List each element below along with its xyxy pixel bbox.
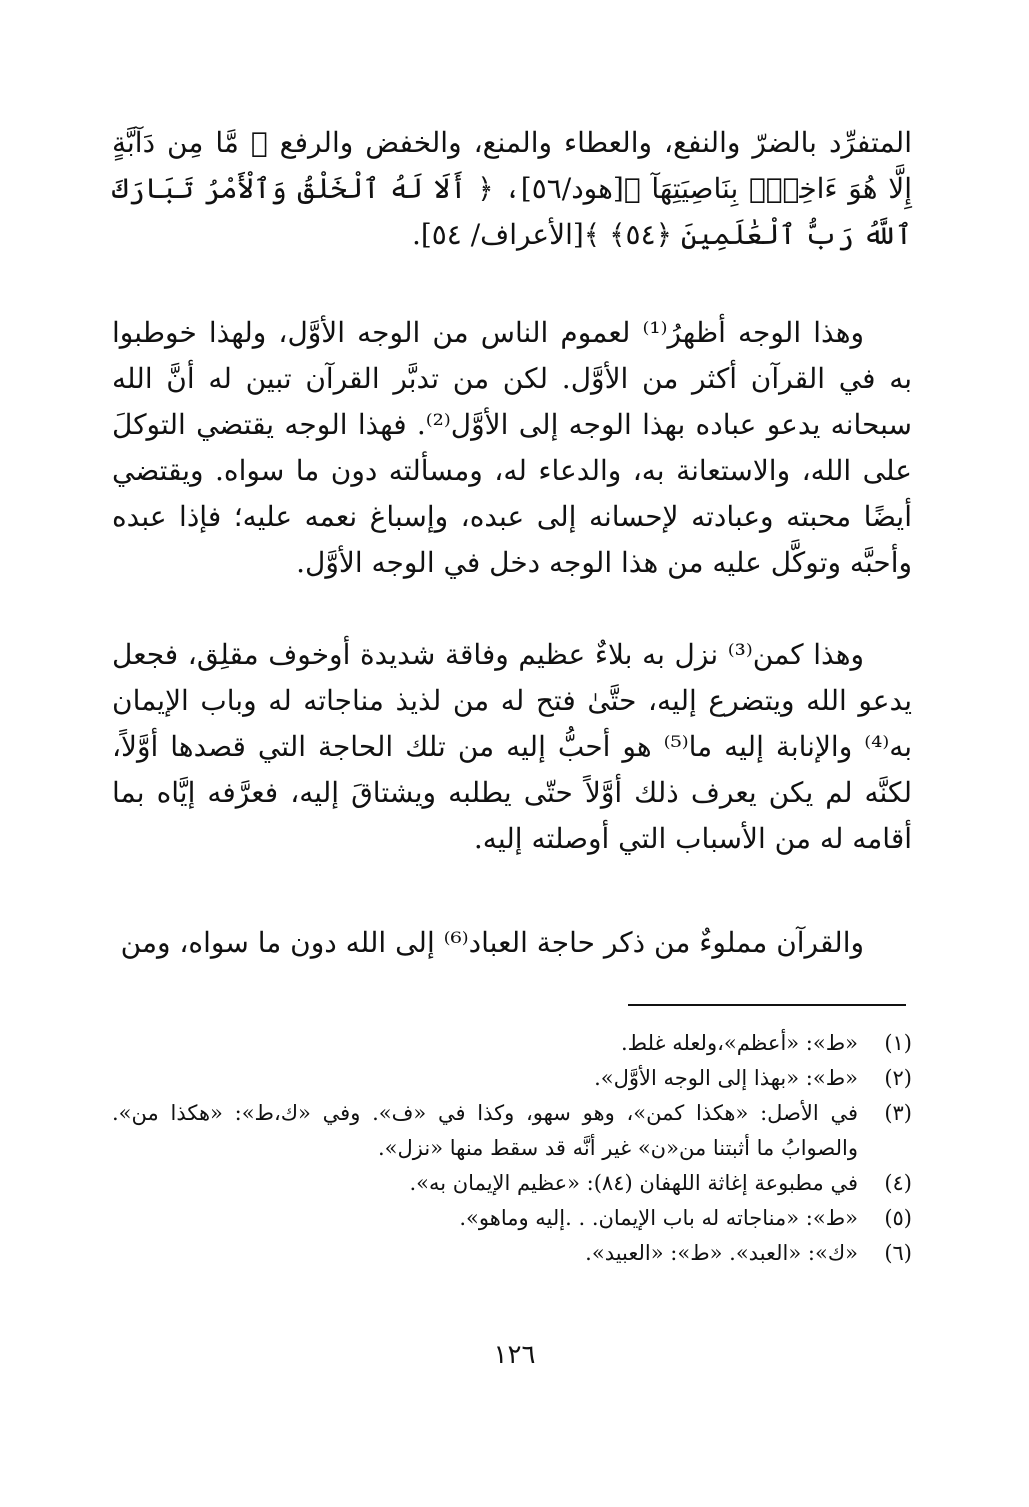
paragraph: وهذا كمن⁽³⁾ نزل به بلاءٌ عظيم وفاقة شديدة أوخوف مقلِق، فجعل يدعو الله ويتضرع إليه، حتَّىٰ فتح له من لذيذ مناجاته له وباب الإيمان به⁽⁴⁾ والإنابة إليه ما⁽⁵⁾ هو أحبُّ إليه من تلك الحاجة التي قصدها أوَّلاً، لكنَّه لم يكن يعرف ذلك أوَّلاً حتّى يطلبه ويشتاقَ إليه، فعرَّفه إيَّاه بما أقامه له من الأسباب التي أوصلته إليه. xyxy=(112,638,913,855)
footnote-separator xyxy=(628,1004,906,1006)
paragraph-continuation: المتفرِّد بالضرّ والنفع، والعطاء والمنع، والخفض والرفع ﴿ مَّا مِن دَآبَّةٍ إِلَّا هُوَ ءَاخِذُۢ بِنَاصِيَتِهَآ ﴾[هود/٥٦]، ﴿ أَلَا لَهُ ٱلْخَلْقُ وَٱلْأَمْرُ تَبَارَكَ ٱللَّهُ رَبُّ ٱلْعَٰلَمِينَ ﴿٥٤﴾ ﴾[الأعراف/ ٥٤]. xyxy=(112,126,912,251)
footnote-item xyxy=(112,1026,912,1061)
footnote-number: (١) xyxy=(884,1031,912,1055)
footnote-text: «ط»: «مناجاته له باب الإيمان. . .إليه وماهو». xyxy=(459,1206,858,1230)
footnote-number: (٤) xyxy=(884,1171,912,1195)
footnote-number: (٣) xyxy=(884,1101,912,1125)
page-number: ١٢٦ xyxy=(493,1340,536,1370)
paragraph: والقرآن مملوءٌ من ذكر حاجة العباد⁽⁶⁾ إلى الله دون ما سواه، ومن xyxy=(120,926,864,959)
paragraph: وهذا الوجه أظهرُ⁽¹⁾ لعموم الناس من الوجه الأوَّل، ولهذا خوطبوا به في القرآن أكثر من الأوَّل. لكن من تدبَّر القرآن تبين له أنَّ الله سبحانه يدعو عباده بهذا الوجه إلى الأوَّل⁽²⁾. فهذا الوجه يقتضي التوكلَ على الله، والاستعانة به، والدعاء له، ومسألته دون ما سواه. ويقتضي أيضًا محبته وعبادته لإحسانه إلى عبده، وإسباغ نعمه عليه؛ فإذا عبده وأحبَّه وتوكَّل عليه من هذا الوجه دخل في الوجه الأوَّل. xyxy=(112,316,912,579)
footnote-number: (٥) xyxy=(884,1206,912,1230)
footnote-text: «ط»: «أعظم»،ولعله غلط. xyxy=(620,1031,858,1055)
footnote-text: «ك»: «العبد». «ط»: «العبيد». xyxy=(585,1241,858,1265)
footnote-item xyxy=(112,1061,912,1096)
footnote-text: في مطبوعة إغاثة اللهفان (٨٤): «عظيم الإيمان به». xyxy=(409,1171,858,1195)
footnote-number: (٢) xyxy=(884,1066,912,1090)
footnote-item xyxy=(112,1096,912,1166)
footnote-text: «ط»: «بهذا إلى الوجه الأوَّل». xyxy=(594,1066,858,1090)
footnotes xyxy=(112,1026,912,1271)
footnote-item xyxy=(112,1201,912,1236)
footnote-number: (٦) xyxy=(884,1241,912,1265)
footnote-item xyxy=(112,1236,912,1271)
footnote-item xyxy=(112,1166,912,1201)
footnote-text: في الأصل: «هكذا كمن»، وهو سهو، وكذا في «ف». وفي «ك،ط»: «هكذا من». والصوابُ ما أثبتنا من«ن» غير أنَّه قد سقط منها «نزل». xyxy=(112,1101,858,1160)
